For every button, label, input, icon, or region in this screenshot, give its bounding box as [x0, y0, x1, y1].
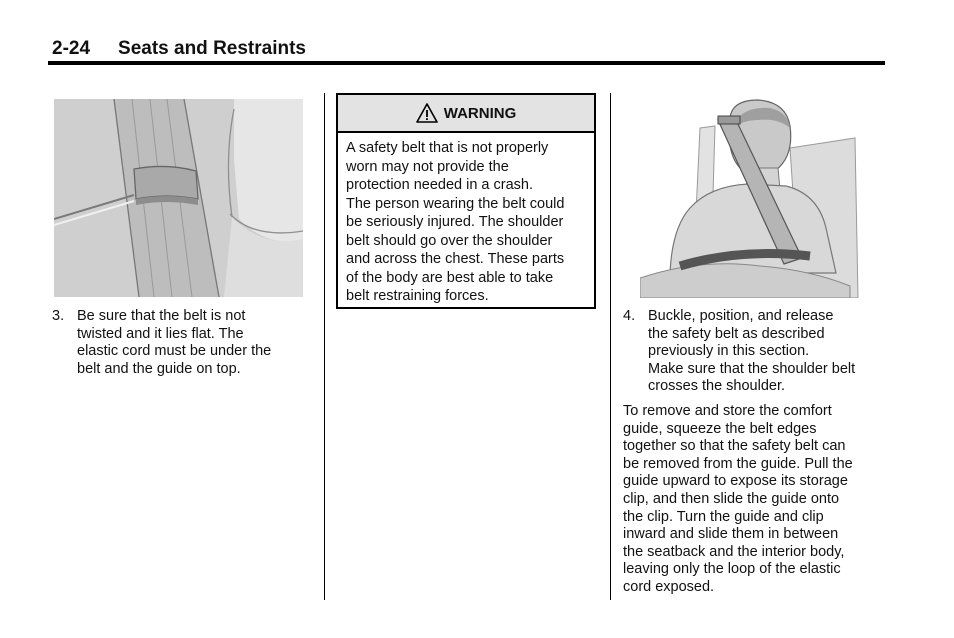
paragraph-line: guide upward to expose its storage: [623, 473, 848, 490]
step-3-line: belt and the guide on top.: [77, 360, 241, 377]
warning-header: [338, 95, 594, 133]
column-divider-left: [324, 93, 325, 600]
step-4-line: the safety belt as described: [648, 325, 825, 342]
step-3-line: twisted and it lies flat. The: [77, 325, 244, 342]
paragraph-line: together so that the safety belt can: [623, 438, 846, 455]
warning-title: WARNING: [443, 104, 517, 122]
seated-passenger-figure: [640, 98, 860, 298]
step-3: [52, 308, 317, 378]
step-number: 3.: [52, 308, 65, 324]
comfort-guide-figure: [54, 99, 303, 297]
warning-line: and across the chest. These parts: [346, 251, 565, 267]
paragraph-line: clip, and then slide the guide onto: [623, 490, 840, 507]
paragraph-line: inward and slide them in between: [623, 526, 839, 543]
paragraph-line: cord exposed.: [623, 578, 715, 595]
paragraph-line: be removed from the guide. Pull the: [623, 455, 853, 472]
section-title: Seats and Restraints: [118, 38, 306, 59]
warning-text: [338, 133, 594, 306]
warning-line: worn may not provide the: [346, 158, 509, 175]
page-number: 2-24: [52, 38, 91, 59]
warning-box: [336, 93, 596, 309]
warning-line: belt should go over the shoulder: [346, 232, 553, 249]
step-4: [623, 308, 888, 396]
warning-line: protection needed in a crash.: [346, 177, 534, 193]
remove-guide-paragraph: [623, 403, 888, 597]
step-4-line: Make sure that the shoulder belt: [648, 360, 856, 377]
paragraph-line: the clip. Turn the guide and clip: [623, 508, 824, 525]
step-3-line: Be sure that the belt is not: [77, 308, 246, 324]
step-4-line: crosses the shoulder.: [648, 378, 786, 395]
step-4-line: previously in this section.: [648, 343, 810, 360]
warning-line: belt restraining forces.: [346, 288, 489, 304]
paragraph-line: To remove and store the comfort: [623, 403, 832, 419]
warning-line: The person wearing the belt could: [346, 195, 565, 212]
warning-triangle-icon: [416, 103, 438, 123]
header-rule: [48, 61, 885, 65]
warning-line: of the body are best able to take: [346, 269, 554, 286]
step-3-line: elastic cord must be under the: [77, 343, 272, 360]
page-header: [52, 38, 306, 60]
paragraph-line: the seatback and the interior body,: [623, 543, 845, 560]
paragraph-line: leaving only the loop of the elastic: [623, 561, 841, 578]
step-4-line: Buckle, position, and release: [648, 308, 834, 324]
column-divider-right: [610, 93, 611, 600]
step-number: 4.: [623, 308, 636, 324]
warning-line: A safety belt that is not properly: [346, 140, 549, 156]
paragraph-line: guide, squeeze the belt edges: [623, 420, 817, 437]
warning-line: be seriously injured. The shoulder: [346, 214, 564, 230]
